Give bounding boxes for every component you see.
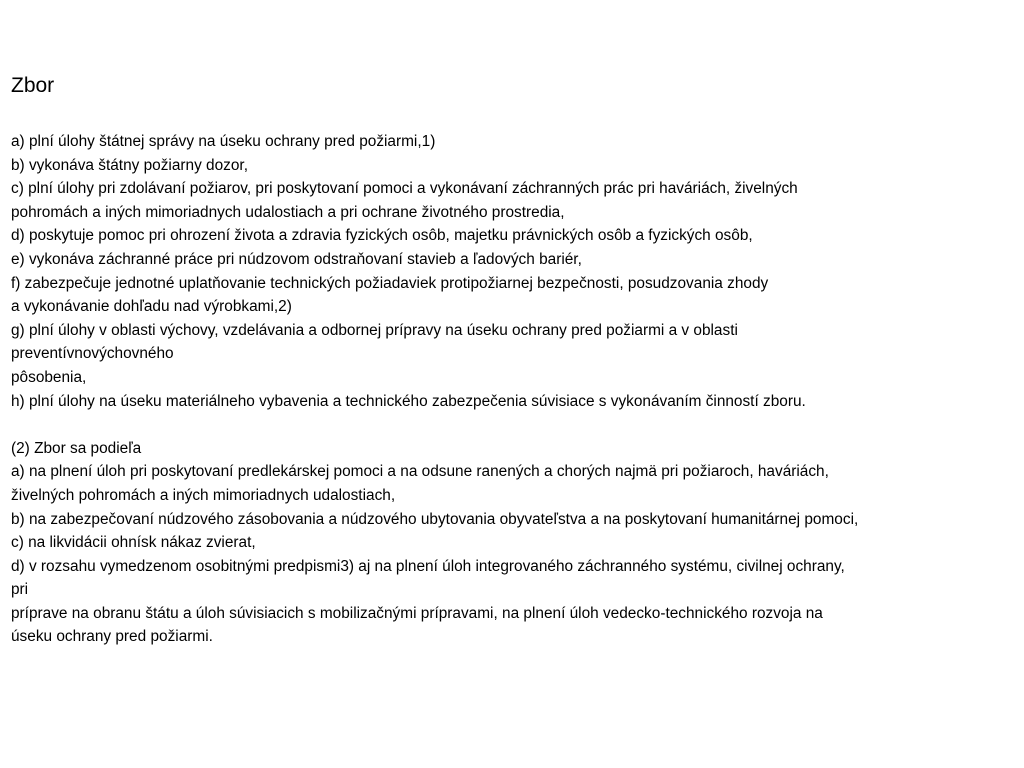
text-line: pohromách a iných mimoriadnych udalostiach a pri ochrane životného prostredia, [11, 203, 565, 221]
slide-body [11, 130, 1016, 649]
text-line: b) vykonáva štátny požiarny dozor, [11, 156, 248, 174]
text-line: b) na zabezpečovaní núdzového zásobovania a núdzového ubytovania obyvateľstva a na poskytovaní humanitárnej pomoci, [11, 510, 859, 528]
text-line: d) poskytuje pomoc pri ohrození života a zdravia fyzických osôb, majetku právnických osôb a fyzických osôb, [11, 227, 753, 245]
text-line: preventívnovýchovného [11, 345, 174, 363]
paragraph-spacer [11, 413, 1016, 437]
text-line: c) plní úlohy pri zdolávaní požiarov, pri poskytovaní pomoci a vykonávaní záchranných prác pri haváriách, živelných [11, 180, 798, 198]
text-line: príprave na obranu štátu a úloh súvisiacich s mobilizačnými prípravami, na plnení úloh vedecko-technického rozvoja na [11, 604, 823, 622]
text-line: h) plní úlohy na úseku materiálneho vybavenia a technického zabezpečenia súvisiace s vykonávaním činností zboru. [11, 392, 806, 410]
slide-title: Zbor [11, 74, 55, 97]
text-line: g) plní úlohy v oblasti výchovy, vzdelávania a odbornej prípravy na úseku ochrany pred požiarmi a v oblasti [11, 321, 738, 339]
text-line: a) plní úlohy štátnej správy na úseku ochrany pred požiarmi,1) [11, 133, 436, 150]
text-line: a vykonávanie dohľadu nad výrobkami,2) [11, 298, 292, 316]
text-line: pôsobenia, [11, 368, 87, 386]
text-line: pri [11, 581, 29, 599]
text-line: úseku ochrany pred požiarmi. [11, 628, 213, 646]
text-line: d) v rozsahu vymedzenom osobitnými predpismi3) aj na plnení úloh integrovaného záchranného systému, civilnej ochrany, [11, 557, 845, 575]
text-line: c) na likvidácii ohnísk nákaz zvierat, [11, 534, 256, 552]
text-line: a) na plnení úloh pri poskytovaní predlekárskej pomoci a na odsune ranených a chorých najmä pri požiaroch, haváriách, [11, 463, 829, 481]
text-line: e) vykonáva záchranné práce pri núdzovom odstraňovaní stavieb a ľadových bariér, [11, 250, 582, 268]
section-heading: (2) Zbor sa podieľa [11, 439, 142, 457]
text-line: živelných pohromách a iných mimoriadnych udalostiach, [11, 486, 396, 504]
text-line: f) zabezpečuje jednotné uplatňovanie technických požiadaviek protipožiarnej bezpečnosti, posudzovania zhody [11, 274, 769, 292]
